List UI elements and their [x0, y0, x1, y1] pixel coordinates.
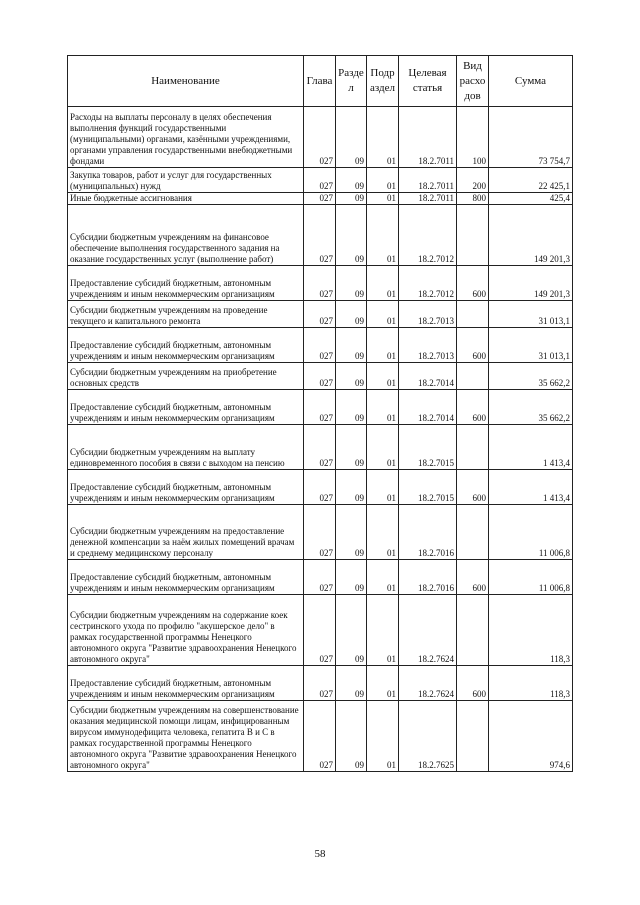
row-subsection: 01: [367, 193, 399, 205]
table-row: [68, 107, 573, 168]
row-sum: 31 013,1: [489, 328, 573, 363]
row-type: [457, 505, 489, 560]
row-subsection: 01: [367, 328, 399, 363]
table-row: [68, 168, 573, 193]
row-chapter: 027: [304, 560, 336, 595]
row-subsection: 01: [367, 107, 399, 168]
row-subsection: 01: [367, 666, 399, 701]
row-chapter: 027: [304, 425, 336, 470]
row-type: 600: [457, 328, 489, 363]
row-chapter: 027: [304, 505, 336, 560]
row-name: Субсидии бюджетным учреждениям на совершенствование оказания медицинской помощи лицам, инфицированным вирусом иммунодефицита человека, гепатита В и С в рамках государственной программы Ненецкого автономного округа "Развитие здравоохранения Ненецкого автономного округа": [68, 701, 304, 772]
row-name: Расходы на выплаты персоналу в целях обеспечения выполнения функций государственными (муниципальными) органами, казёнными учреждениями, органами управления государственными внебюджетными фондами: [68, 107, 304, 168]
row-target: 18.2.7014: [399, 390, 457, 425]
row-sum: 35 662,2: [489, 363, 573, 390]
table-row: [68, 560, 573, 595]
row-chapter: 027: [304, 301, 336, 328]
row-type: [457, 363, 489, 390]
row-chapter: 027: [304, 595, 336, 666]
row-section: 09: [336, 425, 367, 470]
row-chapter: 027: [304, 666, 336, 701]
row-subsection: 01: [367, 701, 399, 772]
row-name: Закупка товаров, работ и услуг для государственных (муниципальных) нужд: [68, 168, 304, 193]
row-name: Предоставление субсидий бюджетным, автономным учреждениям и иным некоммерческим организациям: [68, 666, 304, 701]
row-sum: 11 006,8: [489, 560, 573, 595]
row-chapter: 027: [304, 205, 336, 266]
row-sum: 73 754,7: [489, 107, 573, 168]
row-sum: 425,4: [489, 193, 573, 205]
row-section: 09: [336, 701, 367, 772]
row-target: 18.2.7016: [399, 505, 457, 560]
row-name: Субсидии бюджетным учреждениям на финансовое обеспечение выполнения государственного задания на оказание государственных услуг (выполнение работ): [68, 205, 304, 266]
row-type: [457, 595, 489, 666]
page-number: 58: [314, 848, 326, 860]
row-chapter: 027: [304, 328, 336, 363]
row-subsection: 01: [367, 168, 399, 193]
row-section: 09: [336, 301, 367, 328]
row-chapter: 027: [304, 168, 336, 193]
row-target: 18.2.7011: [399, 193, 457, 205]
row-subsection: 01: [367, 505, 399, 560]
table-row: [68, 301, 573, 328]
header-target: Целевая статья: [399, 56, 457, 107]
header-subsection: Подр аздел: [367, 56, 399, 107]
row-type: 600: [457, 470, 489, 505]
row-target: 18.2.7014: [399, 363, 457, 390]
row-target: 18.2.7624: [399, 666, 457, 701]
row-section: 09: [336, 390, 367, 425]
row-target: 18.2.7011: [399, 107, 457, 168]
row-sum: 118,3: [489, 595, 573, 666]
row-name: Предоставление субсидий бюджетным, автономным учреждениям и иным некоммерческим организациям: [68, 560, 304, 595]
row-sum: 149 201,3: [489, 205, 573, 266]
row-section: 09: [336, 328, 367, 363]
row-subsection: 01: [367, 266, 399, 301]
table-row: [68, 328, 573, 363]
header-type: Вид расхо дов: [457, 56, 489, 107]
row-subsection: 01: [367, 301, 399, 328]
row-name: Предоставление субсидий бюджетным, автономным учреждениям и иным некоммерческим организациям: [68, 390, 304, 425]
row-type: 100: [457, 107, 489, 168]
row-chapter: 027: [304, 107, 336, 168]
row-name: Предоставление субсидий бюджетным, автономным учреждениям и иным некоммерческим организациям: [68, 328, 304, 363]
row-type: [457, 301, 489, 328]
row-chapter: 027: [304, 193, 336, 205]
row-sum: 1 413,4: [489, 470, 573, 505]
row-subsection: 01: [367, 595, 399, 666]
row-section: 09: [336, 266, 367, 301]
row-type: 600: [457, 266, 489, 301]
row-target: 18.2.7011: [399, 168, 457, 193]
row-chapter: 027: [304, 701, 336, 772]
row-target: 18.2.7015: [399, 425, 457, 470]
row-target: 18.2.7012: [399, 266, 457, 301]
row-type: 600: [457, 390, 489, 425]
row-target: 18.2.7015: [399, 470, 457, 505]
row-target: 18.2.7016: [399, 560, 457, 595]
row-chapter: 027: [304, 390, 336, 425]
table-row: [68, 505, 573, 560]
row-subsection: 01: [367, 390, 399, 425]
row-chapter: 027: [304, 363, 336, 390]
row-target: 18.2.7012: [399, 205, 457, 266]
row-subsection: 01: [367, 425, 399, 470]
table-row: [68, 470, 573, 505]
row-section: 09: [336, 470, 367, 505]
row-section: 09: [336, 205, 367, 266]
row-type: [457, 425, 489, 470]
row-section: 09: [336, 666, 367, 701]
row-type: [457, 701, 489, 772]
row-type: 600: [457, 666, 489, 701]
row-section: 09: [336, 193, 367, 205]
row-name: Иные бюджетные ассигнования: [68, 193, 304, 205]
row-subsection: 01: [367, 560, 399, 595]
row-sum: 149 201,3: [489, 266, 573, 301]
row-name: Предоставление субсидий бюджетным, автономным учреждениям и иным некоммерческим организациям: [68, 266, 304, 301]
row-name: Субсидии бюджетным учреждениям на выплату единовременного пособия в связи с выходом на пенсию: [68, 425, 304, 470]
row-subsection: 01: [367, 205, 399, 266]
header-section: Разде л: [336, 56, 367, 107]
table-row: [68, 701, 573, 772]
row-target: 18.2.7013: [399, 301, 457, 328]
row-type: 800: [457, 193, 489, 205]
row-target: 18.2.7624: [399, 595, 457, 666]
row-sum: 31 013,1: [489, 301, 573, 328]
row-target: 18.2.7625: [399, 701, 457, 772]
row-sum: 11 006,8: [489, 505, 573, 560]
row-type: 200: [457, 168, 489, 193]
row-sum: 1 413,4: [489, 425, 573, 470]
table-row: [68, 425, 573, 470]
table-row: [68, 193, 573, 205]
row-target: 18.2.7013: [399, 328, 457, 363]
row-name: Предоставление субсидий бюджетным, автономным учреждениям и иным некоммерческим организациям: [68, 470, 304, 505]
row-section: 09: [336, 107, 367, 168]
header-name: Наименование: [68, 56, 304, 107]
row-section: 09: [336, 560, 367, 595]
row-name: Субсидии бюджетным учреждениям на проведение текущего и капитального ремонта: [68, 301, 304, 328]
row-subsection: 01: [367, 470, 399, 505]
row-sum: 22 425,1: [489, 168, 573, 193]
row-section: 09: [336, 363, 367, 390]
row-type: 600: [457, 560, 489, 595]
table-row: [68, 205, 573, 266]
table-row: [68, 266, 573, 301]
row-name: Субсидии бюджетным учреждениям на предоставление денежной компенсации за наём жилых помещений врачам и среднему медицинскому персоналу: [68, 505, 304, 560]
header-chapter: Глава: [304, 56, 336, 107]
row-sum: 35 662,2: [489, 390, 573, 425]
row-type: [457, 205, 489, 266]
row-chapter: 027: [304, 470, 336, 505]
table-header-row: [68, 56, 573, 107]
row-sum: 974,6: [489, 701, 573, 772]
table-row: [68, 666, 573, 701]
row-sum: 118,3: [489, 666, 573, 701]
table-row: [68, 390, 573, 425]
row-name: Субсидии бюджетным учреждениям на содержание коек сестринского ухода по профилю "акушерское дело" в рамках государственной программы Ненецкого автономного округа "Развитие здравоохранения Ненецкого автономного округа": [68, 595, 304, 666]
table-row: [68, 595, 573, 666]
header-sum: Сумма: [489, 56, 573, 107]
row-name: Субсидии бюджетным учреждениям на приобретение основных средств: [68, 363, 304, 390]
row-section: 09: [336, 595, 367, 666]
table-row: [68, 363, 573, 390]
budget-table: [67, 55, 573, 772]
row-section: 09: [336, 168, 367, 193]
row-section: 09: [336, 505, 367, 560]
row-subsection: 01: [367, 363, 399, 390]
row-chapter: 027: [304, 266, 336, 301]
